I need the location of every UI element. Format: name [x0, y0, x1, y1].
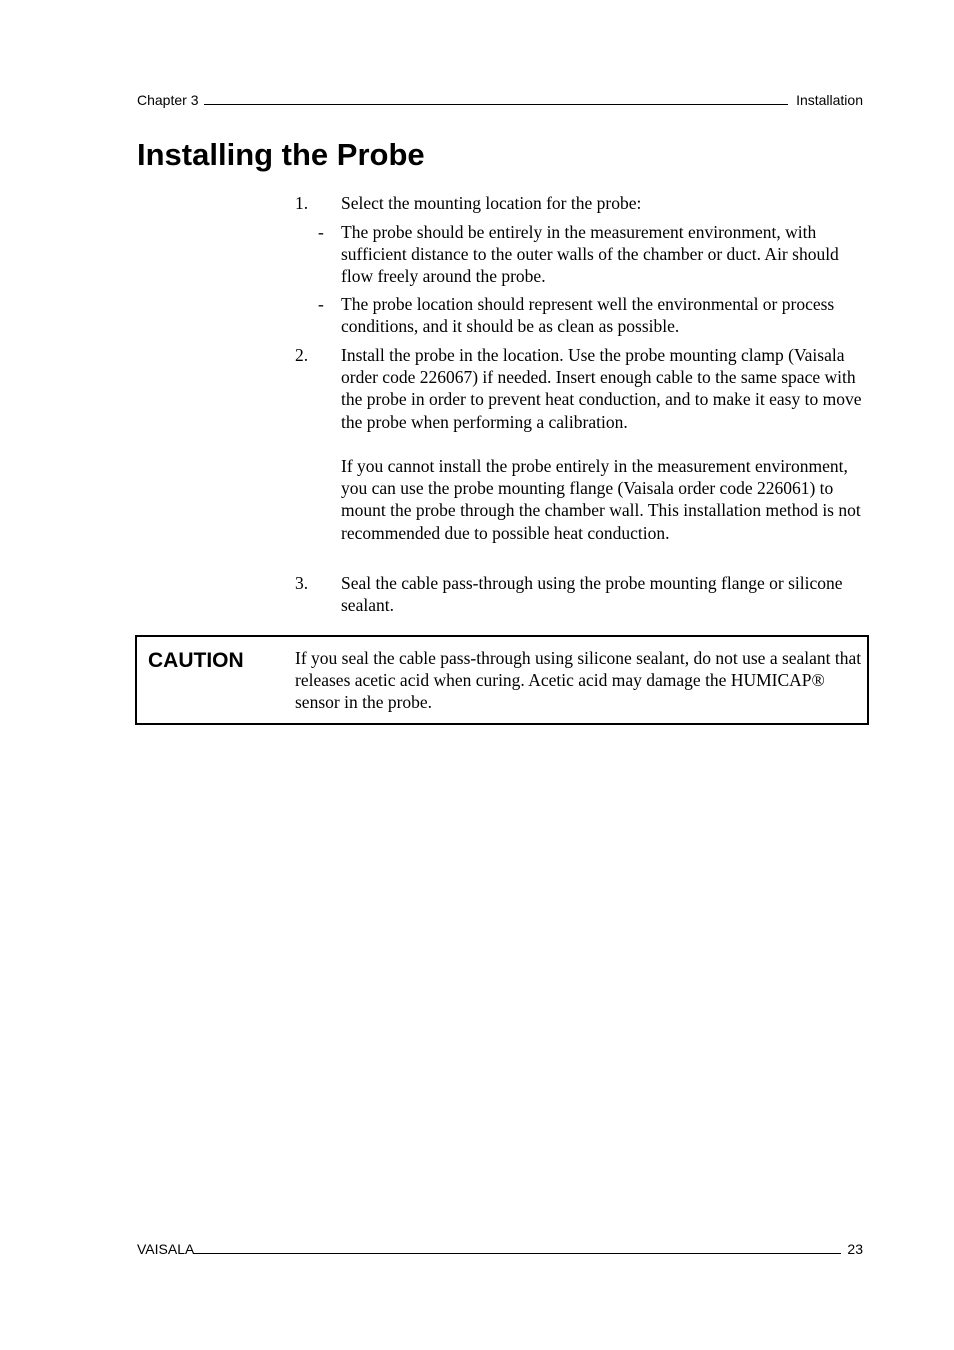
bullet-dash: -	[318, 222, 324, 242]
step-text: Install the probe in the location. Use the probe mounting clamp (Vaisala order code 226067) if needed. Insert enough cable to the same space with the probe in order to prevent heat conduction, and to make it easy to move the probe when performing a calibration.	[341, 345, 862, 432]
step-text: Select the mounting location for the probe:	[341, 193, 642, 213]
step-number: 3.	[295, 573, 309, 593]
header-section: Installation	[796, 92, 863, 108]
step-note: If you cannot install the probe entirely in the measurement environment, you can use the probe mounting flange (Vaisala order code 226061) to mount the probe through the chamber wall. This installation method is not recommended due to possible heat conduction.	[341, 456, 861, 543]
page-footer	[137, 1239, 863, 1259]
bullet-text: The probe should be entirely in the measurement environment, with sufficient distance to the outer walls of the chamber or duct. Air should flow freely around the probe.	[341, 222, 839, 287]
bullet-dash: -	[318, 294, 324, 314]
page-header	[137, 90, 863, 110]
step-number: 2.	[295, 345, 309, 365]
header-chapter: Chapter 3	[137, 92, 199, 108]
header-rule	[204, 90, 788, 105]
footer-page-number: 23	[847, 1241, 863, 1257]
page-title: Installing the Probe	[137, 137, 425, 172]
footer-company: VAISALA	[137, 1241, 195, 1257]
bullet-text: The probe location should represent well the environmental or process conditions, and it should be as clean as possible.	[341, 294, 835, 337]
step-number: 1.	[295, 193, 309, 213]
footer-rule	[194, 1239, 841, 1254]
caution-box	[135, 635, 869, 725]
step-text: Seal the cable pass-through using the probe mounting flange or silicone sealant.	[341, 573, 843, 616]
caution-label: CAUTION	[148, 649, 244, 672]
caution-text: If you seal the cable pass-through using silicone sealant, do not use a sealant that releases acetic acid when curing. Acetic acid may damage the HUMICAP® sensor in the probe.	[295, 648, 862, 713]
